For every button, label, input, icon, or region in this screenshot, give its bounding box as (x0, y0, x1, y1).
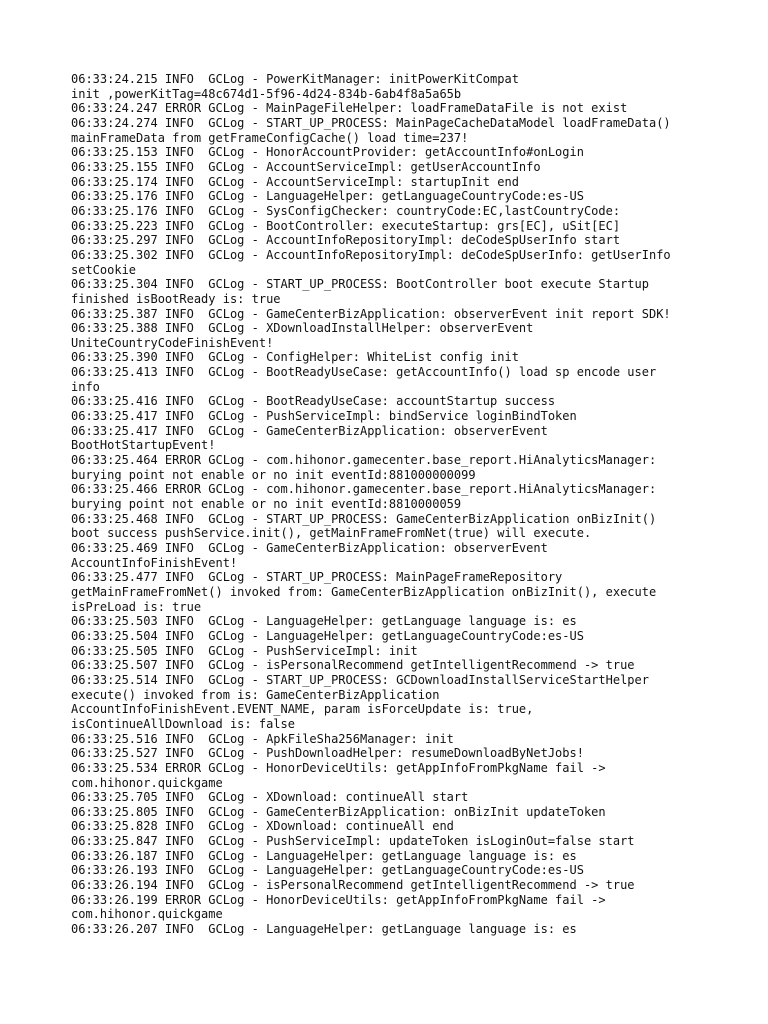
log-line: 06:33:25.468 INFO GCLog - START_UP_PROCESS: GameCenterBizApplication onBizInit() (71, 511, 657, 526)
log-line: 06:33:26.187 INFO GCLog - LanguageHelper: getLanguage language is: es (71, 848, 577, 863)
log-line: 06:33:25.155 INFO GCLog - AccountServiceImpl: getUserAccountInfo (71, 159, 541, 174)
log-line: 06:33:25.477 INFO GCLog - START_UP_PROCESS: MainPageFrameRepository (71, 570, 563, 585)
log-line: 06:33:25.417 INFO GCLog - GameCenterBizApplication: observerEvent (71, 423, 548, 438)
log-line: 06:33:25.534 ERROR GCLog - HonorDeviceUtils: getAppInfoFromPkgName fail -> (71, 760, 606, 775)
log-line: 06:33:25.302 INFO GCLog - AccountInfoRepositoryImpl: deCodeSpUserInfo: getUserInfo (71, 247, 671, 262)
log-line: init ,powerKitTag=48c674d1-5f96-4d24-834b-6ab4f8a5a65b (71, 86, 462, 101)
log-line: 06:33:25.176 INFO GCLog - LanguageHelper: getLanguageCountryCode:es-US (71, 189, 584, 204)
log-line: execute() invoked from is: GameCenterBizApplication (71, 687, 440, 702)
log-line: AccountInfoFinishEvent! (71, 555, 238, 570)
log-line: 06:33:25.505 INFO GCLog - PushServiceImpl: init (71, 643, 418, 658)
log-line: 06:33:25.466 ERROR GCLog - com.hihonor.gamecenter.base_report.HiAnalyticsManager: (71, 482, 657, 497)
log-line: 06:33:25.176 INFO GCLog - SysConfigChecker: countryCode:EC,lastCountryCode: (71, 203, 621, 218)
log-line: finished isBootReady is: true (71, 291, 281, 306)
log-line: 06:33:25.153 INFO GCLog - HonorAccountProvider: getAccountInfo#onLogin (71, 145, 584, 160)
log-line: burying point not enable or no init eventId:8810000059 (71, 497, 462, 512)
log-line: 06:33:25.390 INFO GCLog - ConfigHelper: WhiteList config init (71, 350, 519, 365)
log-line: 06:33:25.417 INFO GCLog - PushServiceImpl: bindService loginBindToken (71, 409, 577, 424)
log-line: 06:33:25.413 INFO GCLog - BootReadyUseCase: getAccountInfo() load sp encode user (71, 365, 657, 380)
log-line: 06:33:26.207 INFO GCLog - LanguageHelper: getLanguage language is: es (71, 922, 577, 937)
log-line: 06:33:26.193 INFO GCLog - LanguageHelper: getLanguageCountryCode:es-US (71, 863, 584, 878)
log-line: info (71, 379, 100, 394)
log-line: 06:33:25.223 INFO GCLog - BootController: executeStartup: grs[EC], uSit[EC] (71, 218, 621, 233)
log-line: 06:33:26.199 ERROR GCLog - HonorDeviceUtils: getAppInfoFromPkgName fail -> (71, 892, 606, 907)
log-line: com.hihonor.quickgame (71, 775, 223, 790)
log-line: boot success pushService.init(), getMainFrameFromNet(true) will execute. (71, 526, 592, 541)
log-line: 06:33:25.504 INFO GCLog - LanguageHelper: getLanguageCountryCode:es-US (71, 628, 584, 643)
log-line: 06:33:25.805 INFO GCLog - GameCenterBizApplication: onBizInit updateToken (71, 804, 606, 819)
log-line: 06:33:25.469 INFO GCLog - GameCenterBizApplication: observerEvent (71, 541, 548, 555)
log-line: 06:33:26.194 INFO GCLog - isPersonalRecommend getIntelligentRecommend -> true (71, 878, 635, 893)
log-line: 06:33:25.507 INFO GCLog - isPersonalRecommend getIntelligentRecommend -> true (71, 658, 635, 673)
log-document (71, 72, 711, 937)
log-line: mainFrameData from getFrameConfigCache() load time=237! (71, 130, 469, 145)
log-line: 06:33:25.514 INFO GCLog - START_UP_PROCESS: GCDownloadInstallServiceStartHelper (71, 672, 649, 687)
log-line: 06:33:25.503 INFO GCLog - LanguageHelper: getLanguage language is: es (71, 614, 577, 629)
log-line: 06:33:25.464 ERROR GCLog - com.hihonor.gamecenter.base_report.HiAnalyticsManager: (71, 453, 657, 468)
log-line: 06:33:25.304 INFO GCLog - START_UP_PROCESS: BootController boot execute Startup (71, 277, 649, 292)
log-line: com.hihonor.quickgame (71, 907, 223, 922)
log-line: UniteCountryCodeFinishEvent! (71, 335, 274, 350)
log-line: BootHotStartupEvent! (71, 438, 216, 453)
log-line: 06:33:25.387 INFO GCLog - GameCenterBizApplication: observerEvent init report SDK! (71, 306, 671, 321)
log-line: 06:33:24.247 ERROR GCLog - MainPageFileHelper: loadFrameDataFile is not exist (71, 101, 628, 116)
log-line: 06:33:25.847 INFO GCLog - PushServiceImpl: updateToken isLoginOut=false start (71, 834, 635, 849)
log-line: getMainFrameFromNet() invoked from: GameCenterBizApplication onBizInit(), execute (71, 584, 657, 599)
log-line: 06:33:24.274 INFO GCLog - START_UP_PROCESS: MainPageCacheDataModel loadFrameData() (71, 115, 671, 130)
log-line: 06:33:25.705 INFO GCLog - XDownload: continueAll start (71, 790, 469, 805)
log-line: AccountInfoFinishEvent.EVENT_NAME, param isForceUpdate is: true, (71, 702, 534, 717)
log-line: isContinueAllDownload is: false (71, 716, 295, 731)
log-line: 06:33:25.388 INFO GCLog - XDownloadInstallHelper: observerEvent (71, 321, 534, 336)
log-line: 06:33:25.174 INFO GCLog - AccountServiceImpl: startupInit end (71, 174, 519, 189)
log-line: 06:33:25.828 INFO GCLog - XDownload: continueAll end (71, 819, 454, 834)
log-line: 06:33:25.527 INFO GCLog - PushDownloadHelper: resumeDownloadByNetJobs! (71, 746, 584, 761)
log-line: isPreLoad is: true (71, 599, 202, 614)
log-line: 06:33:24.215 INFO GCLog - PowerKitManager: initPowerKitCompat (71, 72, 519, 86)
log-line: 06:33:25.516 INFO GCLog - ApkFileSha256Manager: init (71, 731, 454, 746)
log-line: setCookie (71, 262, 137, 277)
log-line: 06:33:25.416 INFO GCLog - BootReadyUseCase: accountStartup success (71, 394, 556, 409)
log-line: burying point not enable or no init eventId:881000000099 (71, 467, 476, 482)
log-line: 06:33:25.297 INFO GCLog - AccountInfoRepositoryImpl: deCodeSpUserInfo start (71, 233, 621, 248)
